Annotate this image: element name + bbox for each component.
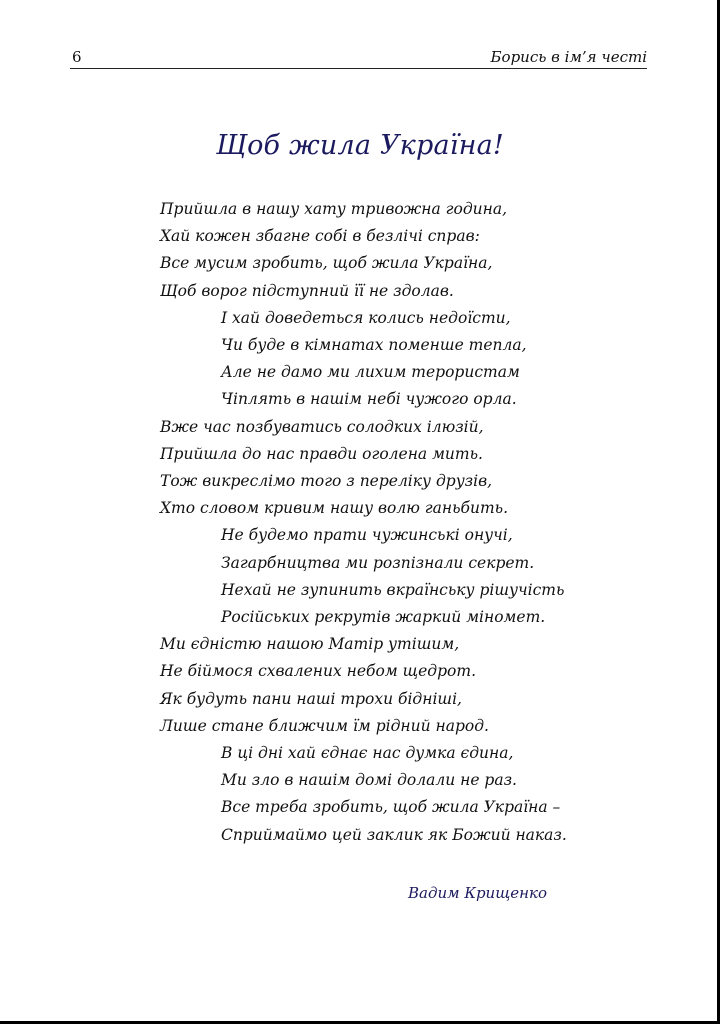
poem-line: Нехай не зупинить вкраїнську рішучість [221,580,565,599]
poem-line: Лише стане ближчим їм рідний народ. [160,716,489,735]
poem-line: Сприймаймо цей заклик як Божий наказ. [221,825,567,844]
poem-line: Але не дамо ми лихим терористам [221,363,520,382]
poem-line: Загарбництва ми розпізнали секрет. [221,553,535,572]
poem-line: Прийшла в нашу хату тривожна година, [160,200,508,218]
poem-line: В ці дні хай єднає нас думка єдина, [221,744,514,763]
poem-line: Все треба зробить, щоб жила Україна – [221,798,561,817]
poem-line: Як будуть пани наші трохи бідніші, [160,689,462,708]
poem-line: Не біймося схвалених небом щедрот. [160,662,477,681]
poem-line: Не будемо прати чужинські онучі, [221,526,513,545]
poem-line: Прийшла до нас правди оголена мить. [160,444,483,463]
poem-line: Тож викреслімо того з переліку друзів, [160,472,493,491]
poem-line: Хто словом кривим нашу волю ганьбить. [160,499,509,518]
poem-line: І хай доведеться колись недоїсти, [221,308,511,327]
poem-line: Хай кожен збагне собі в безлічі справ: [160,227,480,246]
poem-line: Ми зло в нашім домі долали не раз. [221,771,517,790]
poem-line: Ми єдністю нашою Матір утішим, [160,635,460,654]
poem-line: Російських рекрутів жаркий міномет. [221,608,546,627]
poem-line: Щоб ворог підступний її не здолав. [160,281,454,300]
page-number: 6 [72,48,82,66]
poem-title: Щоб жила Україна! [216,130,504,161]
poem-body [160,196,580,849]
poem-line: Чіплять в нашім небі чужого орла. [221,390,517,409]
poem-line: Все мусим зробить, щоб жила Україна, [160,254,493,273]
poem-author: Вадим Крищенко [408,884,547,902]
poem-line: Чи буде в кімнатах поменше тепла, [221,336,527,355]
poem-line: Вже час позбуватись солодких ілюзій, [160,417,484,436]
running-title: Борись в ім’я честі [490,48,647,66]
running-header [70,48,647,69]
